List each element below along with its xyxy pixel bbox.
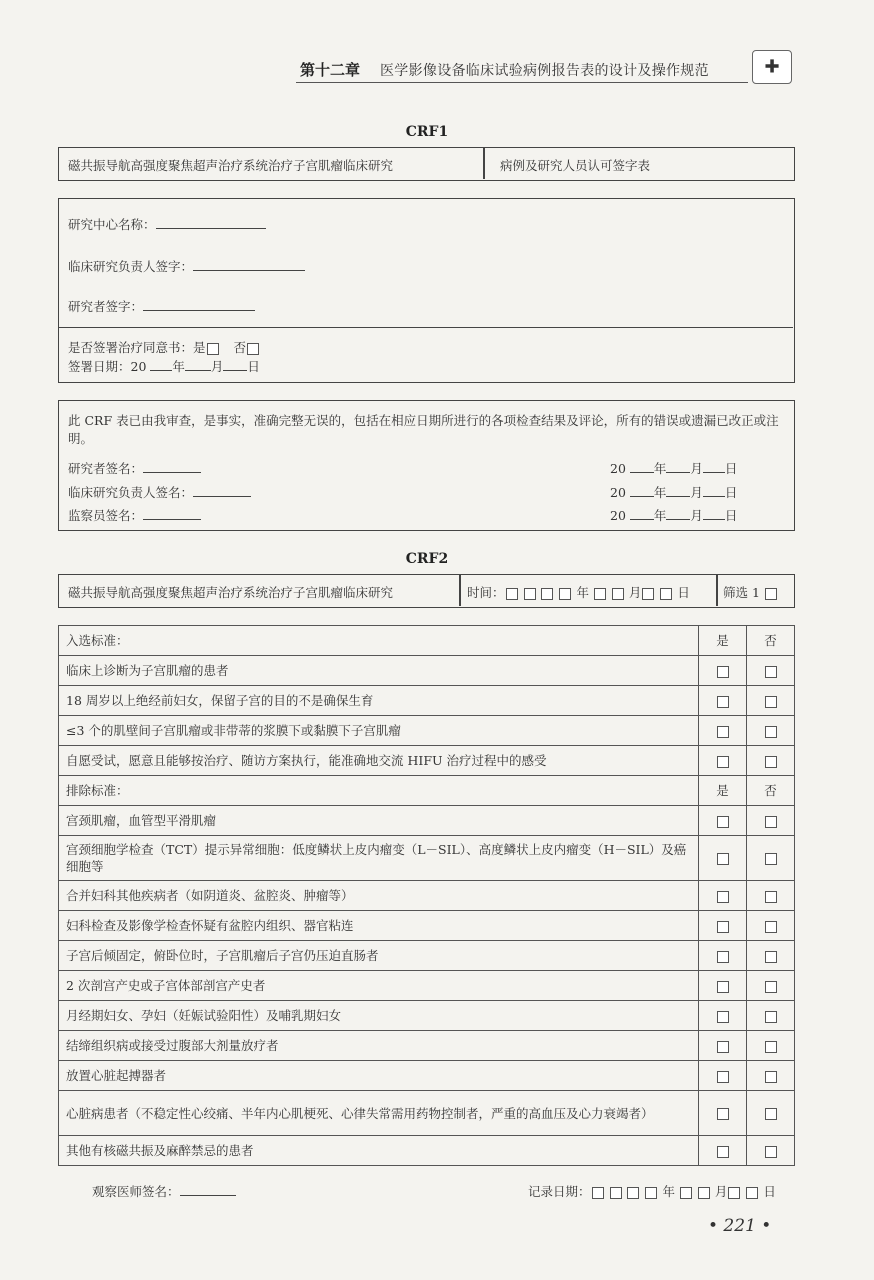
yes-checkbox[interactable] (717, 726, 729, 738)
yes-cell (699, 941, 747, 971)
yes-checkbox[interactable] (717, 951, 729, 963)
yes-cell (699, 971, 747, 1001)
medical-cross-icon: ✚ (752, 50, 792, 84)
no-checkbox[interactable] (765, 951, 777, 963)
criteria-text: 子宫后倾固定，俯卧位时，子宫肌瘤后子宫仍压迫直肠者 (59, 941, 699, 971)
no-checkbox[interactable] (765, 756, 777, 768)
yes-cell (699, 836, 747, 881)
criteria-row (59, 716, 795, 746)
record-date-row: 记录日期： 年 月 日 (528, 1184, 776, 1199)
lead-sign-row: 临床研究负责人签字： (68, 257, 305, 275)
screen-row: 筛选 1 (723, 583, 778, 601)
researcher-sign-row: 研究者签字： (68, 297, 255, 315)
divider (716, 575, 718, 606)
review-researcher-field[interactable] (143, 460, 201, 473)
criteria-row (59, 911, 795, 941)
no-checkbox[interactable] (765, 816, 777, 828)
no-cell (747, 941, 795, 971)
review-monitor-field[interactable] (143, 507, 201, 520)
yes-checkbox[interactable] (717, 1146, 729, 1158)
criteria-text: 放置心脏起搏器者 (59, 1061, 699, 1091)
lead-sign-field[interactable] (193, 258, 305, 271)
chapter-title: 医学影像设备临床试验病例报告表的设计及操作规范 (380, 63, 709, 79)
yes-checkbox[interactable] (717, 921, 729, 933)
criteria-header-row (59, 626, 795, 656)
criteria-text: 宫颈细胞学检查（TCT）提示异常细胞：低度鳞状上皮内瘤变（L－SIL）、高度鳞状上皮内瘤变（H－SIL）及癌细胞等 (59, 836, 699, 881)
no-cell (747, 971, 795, 1001)
crf2-title-box (58, 574, 795, 608)
no-cell (747, 806, 795, 836)
criteria-text: 18 周岁以上绝经前妇女，保留子宫的目的不是确保生育 (59, 686, 699, 716)
center-name-row: 研究中心名称： (68, 215, 266, 233)
review-date-1: 20 年 月 日 (610, 461, 738, 476)
observer-sign-row: 观察医师签名： (92, 1182, 236, 1200)
consent-yes-checkbox[interactable] (207, 343, 219, 355)
no-cell (747, 716, 795, 746)
criteria-row (59, 971, 795, 1001)
no-cell (747, 881, 795, 911)
criteria-row (59, 1091, 795, 1136)
no-checkbox[interactable] (765, 726, 777, 738)
crf2-label: CRF2 (405, 551, 449, 567)
no-checkbox[interactable] (765, 1071, 777, 1083)
screen-checkbox[interactable] (765, 588, 777, 600)
yes-checkbox[interactable] (717, 1071, 729, 1083)
criteria-text: 妇科检查及影像学检查怀疑有盆腔内组织、器官粘连 (59, 911, 699, 941)
no-cell (747, 911, 795, 941)
review-monitor-row: 监察员签名： (68, 506, 201, 524)
review-lead-field[interactable] (193, 484, 251, 497)
yes-checkbox[interactable] (717, 1041, 729, 1053)
no-cell (747, 1091, 795, 1136)
review-date-2: 20 年 月 日 (610, 485, 738, 500)
divider (59, 327, 793, 328)
no-cell (747, 1061, 795, 1091)
yes-cell (699, 1136, 747, 1166)
criteria-header-label: 入选标准： (59, 626, 699, 656)
consent-row: 是否签署治疗同意书：是 否 (68, 338, 260, 356)
crf1-review-box (58, 400, 795, 531)
review-statement: 此 CRF 表已由我审查，是事实，准确完整无误的，包括在相应日期所进行的各项检查结果及评论，所有的错误或遗漏已改正或注明。 (68, 413, 779, 446)
crf1-form-title: 病例及研究人员认可签字表 (500, 158, 651, 173)
yes-cell (699, 881, 747, 911)
yes-cell (699, 746, 747, 776)
criteria-row (59, 1031, 795, 1061)
yes-cell (699, 1031, 747, 1061)
no-cell (747, 746, 795, 776)
criteria-text: 2 次剖宫产史或子宫体部剖宫产史者 (59, 971, 699, 1001)
criteria-row (59, 941, 795, 971)
no-checkbox[interactable] (765, 981, 777, 993)
yes-cell (699, 1001, 747, 1031)
no-checkbox[interactable] (765, 891, 777, 903)
criteria-text: 月经期妇女、孕妇（妊娠试验阳性）及哺乳期妇女 (59, 1001, 699, 1031)
divider (459, 575, 461, 606)
yes-checkbox[interactable] (717, 891, 729, 903)
no-cell (747, 686, 795, 716)
header-rule (296, 82, 748, 83)
no-checkbox[interactable] (765, 666, 777, 678)
criteria-row (59, 656, 795, 686)
crf2-study-title: 磁共振导航高强度聚焦超声治疗系统治疗子宫肌瘤临床研究 (68, 585, 394, 600)
yes-checkbox[interactable] (717, 1011, 729, 1023)
yes-checkbox[interactable] (717, 853, 729, 865)
no-checkbox[interactable] (765, 1011, 777, 1023)
criteria-table (58, 625, 795, 1166)
no-checkbox[interactable] (765, 1041, 777, 1053)
researcher-sign-field[interactable] (143, 298, 255, 311)
divider (483, 148, 485, 179)
sign-date-row: 签署日期：20 年 月 日 (68, 359, 260, 374)
criteria-row (59, 1001, 795, 1031)
review-researcher-row: 研究者签名： (68, 459, 201, 477)
observer-sign-field[interactable] (180, 1183, 236, 1196)
criteria-text: 合并妇科其他疾病者（如阴道炎、盆腔炎、肿瘤等） (59, 881, 699, 911)
no-cell (747, 1031, 795, 1061)
criteria-row (59, 836, 795, 881)
criteria-text: 其他有核磁共振及麻醉禁忌的患者 (59, 1136, 699, 1166)
yes-cell (699, 911, 747, 941)
yes-cell (699, 656, 747, 686)
criteria-text: 临床上诊断为子宫肌瘤的患者 (59, 656, 699, 686)
criteria-row (59, 806, 795, 836)
no-header: 否 (747, 626, 795, 656)
yes-cell (699, 806, 747, 836)
criteria-row (59, 881, 795, 911)
yes-header: 是 (699, 776, 747, 806)
page-number: • 221 • (708, 1216, 772, 1236)
yes-cell (699, 1091, 747, 1136)
crf1-signature-box (58, 198, 795, 383)
criteria-text: 结缔组织病或接受过腹部大剂量放疗者 (59, 1031, 699, 1061)
crf1-label: CRF1 (405, 124, 449, 140)
no-cell (747, 1136, 795, 1166)
no-cell (747, 836, 795, 881)
chapter-label: 第十二章 (300, 61, 361, 79)
yes-cell (699, 686, 747, 716)
criteria-text: 自愿受试，愿意且能够按治疗、随访方案执行，能准确地交流 HIFU 治疗过程中的感受 (59, 746, 699, 776)
criteria-text: 心脏病患者（不稳定性心绞痛、半年内心肌梗死、心律失常需用药物控制者，严重的高血压及心力衰竭者） (59, 1091, 699, 1136)
review-lead-row: 临床研究负责人签名： (68, 483, 251, 501)
yes-checkbox[interactable] (717, 1108, 729, 1120)
review-date-3: 20 年 月 日 (610, 508, 738, 523)
yes-cell (699, 1061, 747, 1091)
no-header: 否 (747, 776, 795, 806)
criteria-header-row (59, 776, 795, 806)
criteria-text: ≤3 个的肌壁间子宫肌瘤或非带蒂的浆膜下或黏膜下子宫肌瘤 (59, 716, 699, 746)
no-checkbox[interactable] (765, 921, 777, 933)
crf1-title-box (58, 147, 795, 181)
consent-no-checkbox[interactable] (247, 343, 259, 355)
no-cell (747, 1001, 795, 1031)
criteria-header-label: 排除标准： (59, 776, 699, 806)
yes-checkbox[interactable] (717, 696, 729, 708)
criteria-row (59, 746, 795, 776)
yes-checkbox[interactable] (717, 816, 729, 828)
yes-checkbox[interactable] (717, 981, 729, 993)
criteria-row (59, 1136, 795, 1166)
center-name-field[interactable] (156, 216, 266, 229)
criteria-row (59, 1061, 795, 1091)
no-cell (747, 656, 795, 686)
criteria-text: 宫颈肌瘤，血管型平滑肌瘤 (59, 806, 699, 836)
no-checkbox[interactable] (765, 853, 777, 865)
no-checkbox[interactable] (765, 696, 777, 708)
crf1-study-title: 磁共振导航高强度聚焦超声治疗系统治疗子宫肌瘤临床研究 (68, 158, 394, 173)
yes-cell (699, 716, 747, 746)
yes-checkbox[interactable] (717, 666, 729, 678)
no-checkbox[interactable] (765, 1146, 777, 1158)
no-checkbox[interactable] (765, 1108, 777, 1120)
crf2-time-row: 时间： 年 月 日 (467, 585, 690, 600)
yes-checkbox[interactable] (717, 756, 729, 768)
yes-header: 是 (699, 626, 747, 656)
criteria-row (59, 686, 795, 716)
